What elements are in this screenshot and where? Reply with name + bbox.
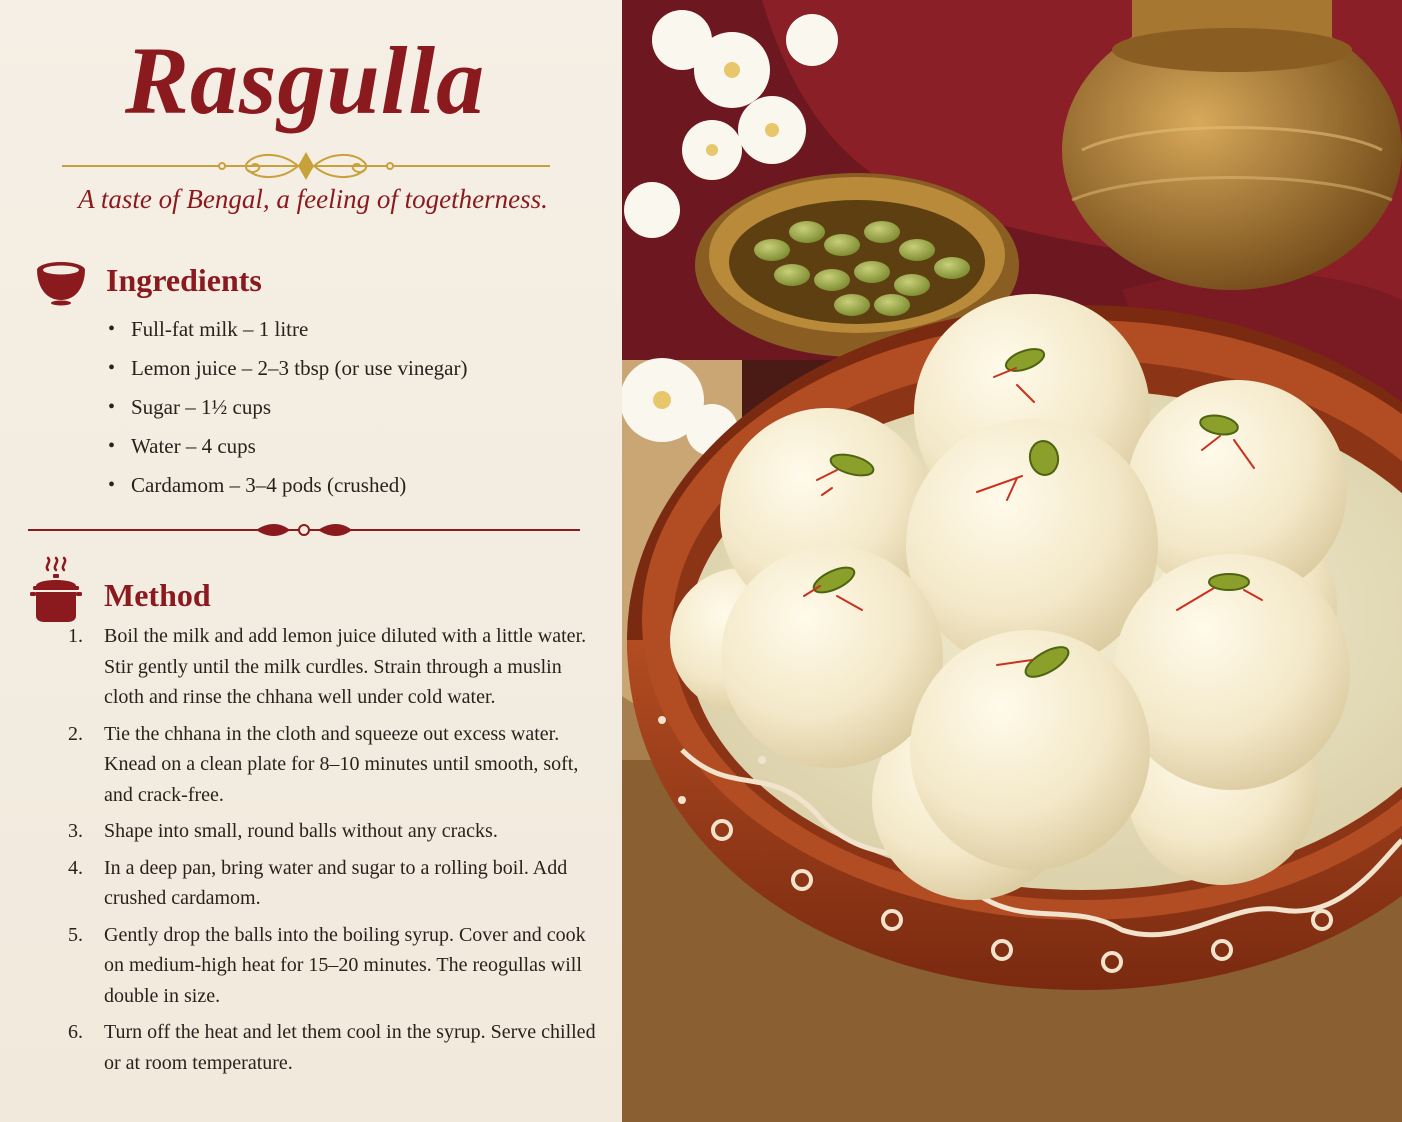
step-text: Shape into small, round balls without any cracks.	[104, 820, 498, 842]
list-item: • Lemon juice – 2–3 tbsp (or use vinegar)	[106, 349, 586, 388]
step-number: 4.	[68, 856, 83, 879]
cooking-pot-icon	[30, 556, 82, 626]
list-item: • Water – 4 cups	[106, 427, 586, 466]
step-text: Turn off the heat and let them cool in the syrup. Serve chilled or at room temperature.	[104, 1021, 596, 1074]
step-text: Boil the milk and add lemon juice diluted with a little water. Stir gently until the milk curdles. Strain through a muslin cloth and rinse the chhana well under cold water.	[104, 625, 587, 708]
step-number: 5.	[68, 923, 83, 946]
method-steps	[68, 621, 598, 1084]
step-number: 1.	[68, 625, 83, 647]
list-item	[68, 1017, 598, 1078]
ingredients-list	[106, 310, 586, 505]
list-item: • Full-fat milk – 1 litre	[106, 310, 586, 349]
title-ornament	[62, 148, 550, 188]
step-number: 3.	[68, 820, 83, 842]
list-item	[68, 621, 598, 713]
list-item	[68, 853, 598, 914]
method-heading: Method	[104, 577, 211, 613]
list-item: • Sugar – 1½ cups	[106, 388, 586, 427]
food-photo	[622, 0, 1402, 1122]
section-divider	[28, 520, 580, 540]
recipe-title: Rasgulla	[124, 27, 486, 134]
list-item	[68, 920, 598, 1012]
step-text: Tie the chhana in the cloth and squeeze out excess water. Knead on a clean plate for 8–10 minutes until smooth, soft, and crack-free.	[104, 722, 579, 806]
bowl-icon	[34, 258, 88, 306]
step-text: Gently drop the balls into the boiling syrup. Cover and cook on medium-high heat for 15–20 minutes. The reogullas will double in size.	[104, 923, 586, 1007]
step-number: 2.	[68, 722, 83, 745]
list-item	[68, 816, 598, 847]
step-text: In a deep pan, bring water and sugar to a rolling boil. Add crushed cardamom.	[104, 856, 568, 909]
tagline: A taste of Bengal, a feeling of togetherness.	[78, 184, 548, 214]
rasgulla-bowl-illustration	[622, 0, 1402, 1122]
list-item: • Cardamom – 3–4 pods (crushed)	[106, 466, 586, 505]
list-item	[68, 719, 598, 811]
step-number: 6.	[68, 1021, 83, 1043]
recipe-panel	[0, 0, 622, 1122]
ingredients-heading: Ingredients	[106, 262, 262, 298]
